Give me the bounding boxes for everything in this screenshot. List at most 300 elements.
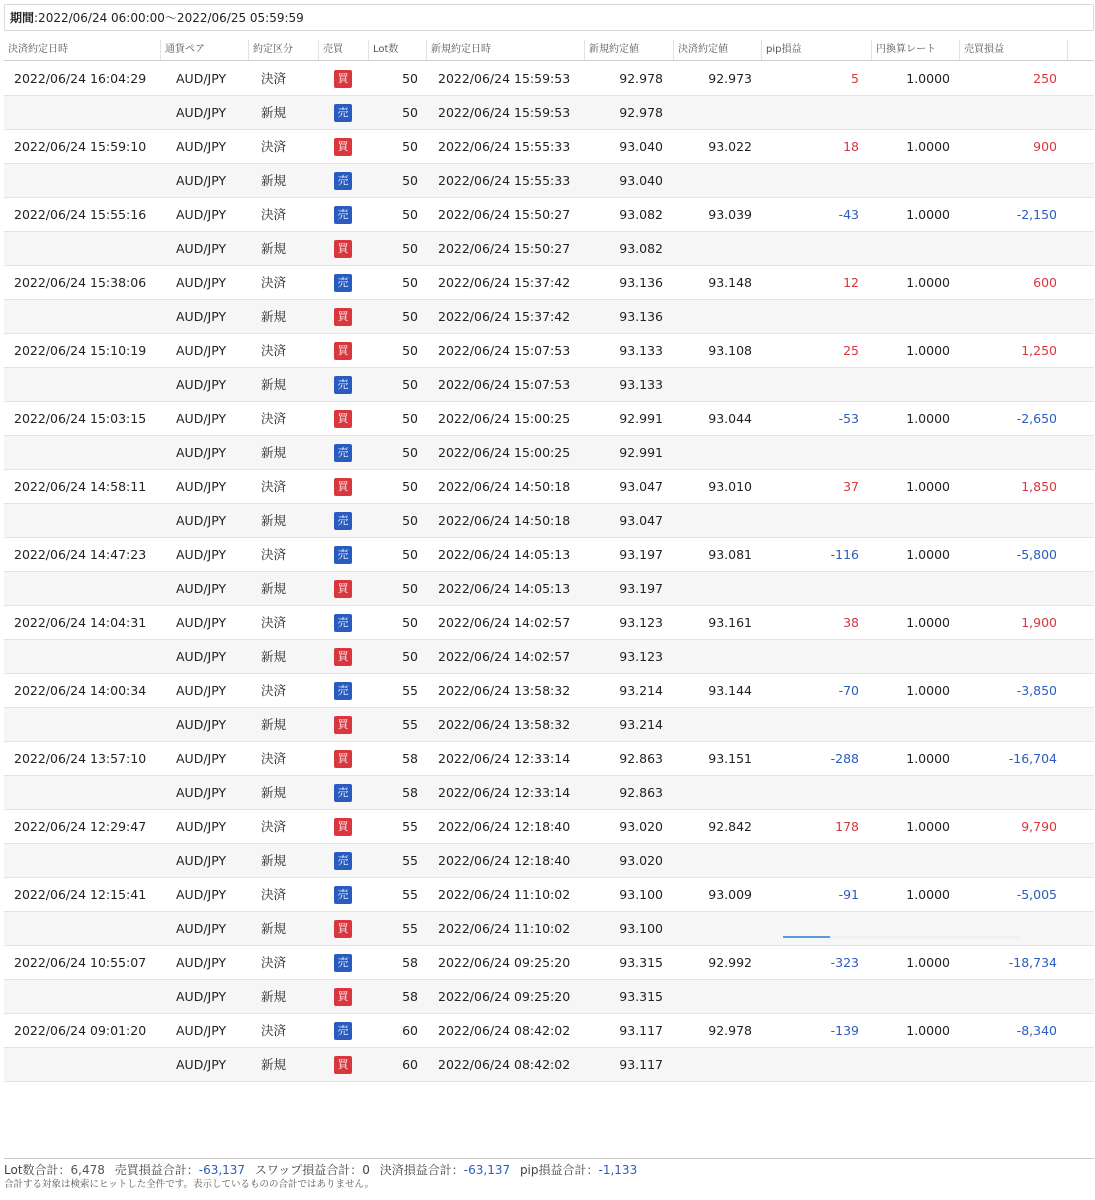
cell-close-price: 92.973: [708, 71, 752, 86]
table-row[interactable]: [4, 96, 1094, 130]
table-row[interactable]: [4, 164, 1094, 198]
cell-pl: 900: [1033, 139, 1057, 154]
buy-badge: 買: [334, 308, 352, 326]
cell-open-time: 2022/06/24 14:50:18: [438, 513, 571, 528]
settle-total-label: 決済損益合計：: [379, 1163, 464, 1177]
cell-type: 新規: [261, 717, 287, 732]
cell-close-price: 93.148: [708, 275, 752, 290]
cell-lot: 50: [402, 513, 418, 528]
cell-close-time: 2022/06/24 13:57:10: [14, 751, 147, 766]
cell-rate: 1.0000: [906, 683, 950, 698]
cell-open-time: 2022/06/24 15:59:53: [438, 105, 571, 120]
cell-lot: 50: [402, 411, 418, 426]
table-row[interactable]: [4, 946, 1094, 980]
cell-pip: 38: [843, 615, 859, 630]
cell-close-price: 92.978: [708, 1023, 752, 1038]
buy-badge: 買: [334, 478, 352, 496]
cell-open-time: 2022/06/24 12:18:40: [438, 853, 571, 868]
buy-badge: 買: [334, 648, 352, 666]
cell-lot: 50: [402, 71, 418, 86]
table-row[interactable]: [4, 844, 1094, 878]
cell-type: 決済: [261, 887, 287, 902]
cell-open-price: 92.991: [619, 445, 663, 460]
cell-open-time: 2022/06/24 15:55:33: [438, 139, 571, 154]
cell-pip: 178: [835, 819, 859, 834]
cell-rate: 1.0000: [906, 207, 950, 222]
buy-badge: 買: [334, 70, 352, 88]
table-row[interactable]: [4, 198, 1094, 232]
cell-pair: AUD/JPY: [176, 887, 227, 902]
cell-pl: 1,900: [1021, 615, 1057, 630]
cell-pair: AUD/JPY: [176, 241, 227, 256]
cell-open-price: 93.082: [619, 207, 663, 222]
pl-total-label: 売買損益合計：: [114, 1163, 199, 1177]
cell-open-time: 2022/06/24 15:50:27: [438, 241, 571, 256]
cell-rate: 1.0000: [906, 479, 950, 494]
cell-close-price: 93.144: [708, 683, 752, 698]
cell-rate: 1.0000: [906, 615, 950, 630]
cell-rate: 1.0000: [906, 411, 950, 426]
cell-open-price: 92.863: [619, 785, 663, 800]
cell-close-price: 92.842: [708, 819, 752, 834]
cell-type: 新規: [261, 581, 287, 596]
cell-open-price: 93.133: [619, 343, 663, 358]
cell-pair: AUD/JPY: [176, 955, 227, 970]
table-row[interactable]: [4, 538, 1094, 572]
cell-lot: 50: [402, 581, 418, 596]
buy-badge: 買: [334, 1056, 352, 1074]
cell-lot: 58: [402, 955, 418, 970]
buy-badge: 買: [334, 988, 352, 1006]
cell-pair: AUD/JPY: [176, 275, 227, 290]
cell-pair: AUD/JPY: [176, 377, 227, 392]
buy-badge: 買: [334, 138, 352, 156]
cell-open-time: 2022/06/24 15:55:33: [438, 173, 571, 188]
cell-pip: 37: [843, 479, 859, 494]
cell-open-price: 93.047: [619, 479, 663, 494]
col-spacer: [1067, 40, 1094, 60]
cell-pair: AUD/JPY: [176, 71, 227, 86]
table-row[interactable]: [4, 334, 1094, 368]
cell-open-price: 93.136: [619, 275, 663, 290]
cell-rate: 1.0000: [906, 139, 950, 154]
sell-badge: 売: [334, 104, 352, 122]
cell-pair: AUD/JPY: [176, 207, 227, 222]
cell-type: 新規: [261, 785, 287, 800]
col-pip[interactable]: pip損益: [761, 40, 871, 60]
cell-rate: 1.0000: [906, 275, 950, 290]
cell-type: 決済: [261, 819, 287, 834]
progress-bar: [783, 936, 1019, 938]
cell-open-time: 2022/06/24 13:58:32: [438, 717, 571, 732]
cell-pair: AUD/JPY: [176, 411, 227, 426]
cell-open-time: 2022/06/24 12:33:14: [438, 785, 571, 800]
table-row[interactable]: [4, 810, 1094, 844]
cell-open-price: 93.214: [619, 717, 663, 732]
table-row[interactable]: [4, 504, 1094, 538]
pip-total-label: pip損益合計：: [519, 1163, 599, 1177]
cell-close-price: 93.108: [708, 343, 752, 358]
sell-badge: 売: [334, 376, 352, 394]
sell-badge: 売: [334, 682, 352, 700]
cell-pair: AUD/JPY: [176, 921, 227, 936]
cell-pip: -91: [838, 887, 859, 902]
buy-badge: 買: [334, 240, 352, 258]
col-rate[interactable]: 円換算レート: [871, 40, 959, 60]
cell-open-time: 2022/06/24 14:02:57: [438, 649, 571, 664]
cell-pair: AUD/JPY: [176, 479, 227, 494]
cell-pair: AUD/JPY: [176, 1023, 227, 1038]
cell-close-price: 93.010: [708, 479, 752, 494]
cell-pl: -5,005: [1016, 887, 1057, 902]
cell-open-time: 2022/06/24 15:59:53: [438, 71, 571, 86]
cell-open-price: 92.978: [619, 105, 663, 120]
cell-close-price: 93.044: [708, 411, 752, 426]
cell-pair: AUD/JPY: [176, 139, 227, 154]
cell-open-price: 93.197: [619, 581, 663, 596]
sell-badge: 売: [334, 274, 352, 292]
cell-open-time: 2022/06/24 12:18:40: [438, 819, 571, 834]
cell-lot: 55: [402, 887, 418, 902]
progress-bar-fill: [783, 936, 830, 938]
cell-type: 決済: [261, 615, 287, 630]
cell-pl: 9,790: [1021, 819, 1057, 834]
cell-pair: AUD/JPY: [176, 105, 227, 120]
table-row[interactable]: [4, 130, 1094, 164]
cell-pair: AUD/JPY: [176, 343, 227, 358]
cell-type: 新規: [261, 241, 287, 256]
cell-open-price: 92.991: [619, 411, 663, 426]
cell-rate: 1.0000: [906, 1023, 950, 1038]
sell-badge: 売: [334, 886, 352, 904]
cell-type: 新規: [261, 445, 287, 460]
cell-open-price: 93.197: [619, 547, 663, 562]
cell-pair: AUD/JPY: [176, 513, 227, 528]
col-open-price[interactable]: 新規約定値: [584, 40, 673, 60]
table-row[interactable]: [4, 470, 1094, 504]
sell-badge: 売: [334, 444, 352, 462]
cell-pl: -3,850: [1016, 683, 1057, 698]
cell-open-price: 93.123: [619, 615, 663, 630]
cell-pl: 1,250: [1021, 343, 1057, 358]
cell-lot: 55: [402, 921, 418, 936]
cell-open-price: 92.863: [619, 751, 663, 766]
cell-open-time: 2022/06/24 08:42:02: [438, 1057, 571, 1072]
cell-type: 決済: [261, 547, 287, 562]
cell-lot: 50: [402, 139, 418, 154]
col-close-price[interactable]: 決済約定値: [673, 40, 761, 60]
cell-open-time: 2022/06/24 13:58:32: [438, 683, 571, 698]
settle-total-value: -63,137: [463, 1163, 511, 1177]
col-lot[interactable]: Lot数: [368, 40, 426, 60]
table-row[interactable]: [4, 62, 1094, 96]
sell-badge: 売: [334, 206, 352, 224]
col-side[interactable]: 売買: [318, 40, 368, 60]
col-pl[interactable]: 売買損益: [959, 40, 1067, 60]
cell-open-price: 93.133: [619, 377, 663, 392]
col-close-time[interactable]: 決済約定日時: [8, 44, 68, 55]
cell-open-time: 2022/06/24 08:42:02: [438, 1023, 571, 1038]
table-row[interactable]: [4, 572, 1094, 606]
cell-open-time: 2022/06/24 15:00:25: [438, 445, 571, 460]
cell-open-price: 93.020: [619, 853, 663, 868]
cell-open-time: 2022/06/24 15:07:53: [438, 377, 571, 392]
cell-pl: -18,734: [1008, 955, 1057, 970]
cell-rate: 1.0000: [906, 343, 950, 358]
buy-badge: 買: [334, 818, 352, 836]
cell-rate: 1.0000: [906, 547, 950, 562]
cell-rate: 1.0000: [906, 819, 950, 834]
cell-pl: -5,800: [1016, 547, 1057, 562]
cell-pair: AUD/JPY: [176, 309, 227, 324]
cell-lot: 50: [402, 649, 418, 664]
buy-badge: 買: [334, 342, 352, 360]
cell-type: 新規: [261, 377, 287, 392]
cell-open-time: 2022/06/24 15:37:42: [438, 275, 571, 290]
cell-open-price: 93.100: [619, 921, 663, 936]
cell-pair: AUD/JPY: [176, 547, 227, 562]
period-display: [4, 4, 1094, 31]
col-open-time[interactable]: 新規約定日時: [426, 40, 584, 60]
table-row[interactable]: [4, 1048, 1094, 1082]
cell-pip: -139: [830, 1023, 859, 1038]
cell-pip: -323: [830, 955, 859, 970]
cell-open-price: 93.020: [619, 819, 663, 834]
cell-type: 新規: [261, 309, 287, 324]
cell-open-price: 93.117: [619, 1057, 663, 1072]
cell-close-time: 2022/06/24 12:15:41: [14, 887, 147, 902]
summary-note: 合計する対象は検索にヒットした全件です。表示しているものの合計ではありません。: [4, 1179, 375, 1190]
table-row[interactable]: [4, 232, 1094, 266]
cell-open-time: 2022/06/24 14:05:13: [438, 581, 571, 596]
cell-close-time: 2022/06/24 14:58:11: [14, 479, 147, 494]
table-row[interactable]: [4, 368, 1094, 402]
cell-pair: AUD/JPY: [176, 853, 227, 868]
cell-pair: AUD/JPY: [176, 989, 227, 1004]
cell-lot: 55: [402, 717, 418, 732]
cell-lot: 50: [402, 309, 418, 324]
cell-type: 決済: [261, 1023, 287, 1038]
period-value: :2022/06/24 06:00:00～2022/06/25 05:59:59: [34, 11, 304, 25]
cell-close-time: 2022/06/24 15:55:16: [14, 207, 147, 222]
sell-badge: 売: [334, 546, 352, 564]
cell-close-price: 92.992: [708, 955, 752, 970]
cell-pair: AUD/JPY: [176, 683, 227, 698]
cell-lot: 58: [402, 785, 418, 800]
cell-open-price: 93.315: [619, 955, 663, 970]
cell-type: 決済: [261, 343, 287, 358]
table-row[interactable]: [4, 402, 1094, 436]
cell-lot: 50: [402, 241, 418, 256]
cell-close-price: 93.039: [708, 207, 752, 222]
cell-close-time: 2022/06/24 10:55:07: [14, 955, 147, 970]
table-row[interactable]: [4, 606, 1094, 640]
cell-rate: 1.0000: [906, 887, 950, 902]
sell-badge: 売: [334, 852, 352, 870]
cell-pip: -53: [838, 411, 859, 426]
cell-open-price: 93.136: [619, 309, 663, 324]
pip-total-value: -1,133: [598, 1163, 638, 1177]
cell-open-time: 2022/06/24 09:25:20: [438, 989, 571, 1004]
table-row[interactable]: [4, 980, 1094, 1014]
cell-open-time: 2022/06/24 09:25:20: [438, 955, 571, 970]
cell-rate: 1.0000: [906, 955, 950, 970]
cell-open-price: 92.978: [619, 71, 663, 86]
cell-pl: -2,650: [1016, 411, 1057, 426]
cell-open-price: 93.100: [619, 887, 663, 902]
cell-lot: 50: [402, 105, 418, 120]
buy-badge: 買: [334, 410, 352, 428]
cell-open-time: 2022/06/24 15:37:42: [438, 309, 571, 324]
cell-open-price: 93.040: [619, 173, 663, 188]
cell-type: 新規: [261, 105, 287, 120]
cell-open-time: 2022/06/24 14:05:13: [438, 547, 571, 562]
cell-pip: 25: [843, 343, 859, 358]
cell-open-time: 2022/06/24 14:02:57: [438, 615, 571, 630]
sell-badge: 売: [334, 954, 352, 972]
table-row[interactable]: [4, 912, 1094, 946]
cell-close-price: 93.022: [708, 139, 752, 154]
table-row[interactable]: [4, 742, 1094, 776]
table-row[interactable]: [4, 640, 1094, 674]
table-row[interactable]: [4, 266, 1094, 300]
cell-type: 決済: [261, 275, 287, 290]
table-row[interactable]: [4, 708, 1094, 742]
cell-pl: -2,150: [1016, 207, 1057, 222]
cell-lot: 50: [402, 173, 418, 188]
cell-rate: 1.0000: [906, 71, 950, 86]
cell-open-time: 2022/06/24 11:10:02: [438, 921, 571, 936]
cell-type: 新規: [261, 989, 287, 1004]
lot-total-value: 6,478: [70, 1163, 105, 1177]
sell-badge: 売: [334, 614, 352, 632]
cell-open-time: 2022/06/24 12:33:14: [438, 751, 571, 766]
pl-total-value: -63,137: [198, 1163, 246, 1177]
cell-pair: AUD/JPY: [176, 581, 227, 596]
table-row[interactable]: [4, 300, 1094, 334]
cell-type: 新規: [261, 1057, 287, 1072]
swap-total-label: スワップ損益合計：: [254, 1163, 363, 1177]
cell-open-price: 93.117: [619, 1023, 663, 1038]
col-type[interactable]: 約定区分: [248, 40, 318, 60]
table-row[interactable]: [4, 776, 1094, 810]
cell-pl: -8,340: [1016, 1023, 1057, 1038]
cell-close-price: 93.009: [708, 887, 752, 902]
cell-pair: AUD/JPY: [176, 819, 227, 834]
cell-lot: 50: [402, 207, 418, 222]
cell-open-price: 93.040: [619, 139, 663, 154]
cell-pip: 18: [843, 139, 859, 154]
cell-type: 決済: [261, 411, 287, 426]
cell-open-time: 2022/06/24 15:07:53: [438, 343, 571, 358]
cell-close-time: 2022/06/24 14:00:34: [14, 683, 147, 698]
cell-open-time: 2022/06/24 15:00:25: [438, 411, 571, 426]
cell-open-price: 93.047: [619, 513, 663, 528]
trade-table-body: [4, 62, 1094, 1082]
cell-open-time: 2022/06/24 14:50:18: [438, 479, 571, 494]
cell-type: 新規: [261, 853, 287, 868]
cell-type: 新規: [261, 649, 287, 664]
cell-rate: 1.0000: [906, 751, 950, 766]
cell-pip: 12: [843, 275, 859, 290]
sell-badge: 売: [334, 1022, 352, 1040]
buy-badge: 買: [334, 580, 352, 598]
cell-close-price: 93.151: [708, 751, 752, 766]
buy-badge: 買: [334, 920, 352, 938]
swap-total-value: 0: [362, 1163, 370, 1177]
cell-pair: AUD/JPY: [176, 615, 227, 630]
period-label: 期間: [10, 11, 35, 25]
cell-open-price: 93.315: [619, 989, 663, 1004]
cell-close-price: 93.081: [708, 547, 752, 562]
cell-pair: AUD/JPY: [176, 445, 227, 460]
cell-close-time: 2022/06/24 15:38:06: [14, 275, 147, 290]
sell-badge: 売: [334, 784, 352, 802]
cell-lot: 50: [402, 445, 418, 460]
table-row[interactable]: [4, 436, 1094, 470]
cell-lot: 55: [402, 683, 418, 698]
cell-lot: 55: [402, 819, 418, 834]
buy-badge: 買: [334, 750, 352, 768]
cell-open-price: 93.082: [619, 241, 663, 256]
cell-lot: 50: [402, 547, 418, 562]
cell-pair: AUD/JPY: [176, 173, 227, 188]
cell-lot: 55: [402, 853, 418, 868]
table-header: [4, 40, 1094, 61]
cell-type: 決済: [261, 955, 287, 970]
cell-close-time: 2022/06/24 15:03:15: [14, 411, 147, 426]
cell-pip: -288: [830, 751, 859, 766]
cell-type: 新規: [261, 513, 287, 528]
cell-close-time: 2022/06/24 15:10:19: [14, 343, 147, 358]
lot-total-label: Lot数合計：: [4, 1163, 71, 1177]
cell-lot: 50: [402, 479, 418, 494]
cell-lot: 58: [402, 989, 418, 1004]
cell-close-time: 2022/06/24 15:59:10: [14, 139, 147, 154]
cell-close-price: 93.161: [708, 615, 752, 630]
cell-pair: AUD/JPY: [176, 1057, 227, 1072]
table-row[interactable]: [4, 1014, 1094, 1048]
sell-badge: 売: [334, 512, 352, 530]
col-pair[interactable]: 通貨ペア: [160, 40, 248, 60]
cell-lot: 50: [402, 377, 418, 392]
cell-close-time: 2022/06/24 09:01:20: [14, 1023, 147, 1038]
buy-badge: 買: [334, 716, 352, 734]
cell-lot: 60: [402, 1023, 418, 1038]
table-row[interactable]: [4, 674, 1094, 708]
cell-type: 決済: [261, 479, 287, 494]
cell-pip: -70: [838, 683, 859, 698]
cell-pair: AUD/JPY: [176, 717, 227, 732]
cell-type: 決済: [261, 683, 287, 698]
table-row[interactable]: [4, 878, 1094, 912]
cell-pl: 600: [1033, 275, 1057, 290]
cell-lot: 50: [402, 615, 418, 630]
cell-pip: -43: [838, 207, 859, 222]
cell-open-price: 93.214: [619, 683, 663, 698]
cell-open-time: 2022/06/24 15:50:27: [438, 207, 571, 222]
cell-lot: 58: [402, 751, 418, 766]
cell-lot: 60: [402, 1057, 418, 1072]
cell-close-time: 2022/06/24 14:47:23: [14, 547, 147, 562]
cell-type: 決済: [261, 751, 287, 766]
cell-pair: AUD/JPY: [176, 785, 227, 800]
cell-pair: AUD/JPY: [176, 649, 227, 664]
sell-badge: 売: [334, 172, 352, 190]
cell-lot: 50: [402, 275, 418, 290]
cell-lot: 50: [402, 343, 418, 358]
cell-pl: 1,850: [1021, 479, 1057, 494]
